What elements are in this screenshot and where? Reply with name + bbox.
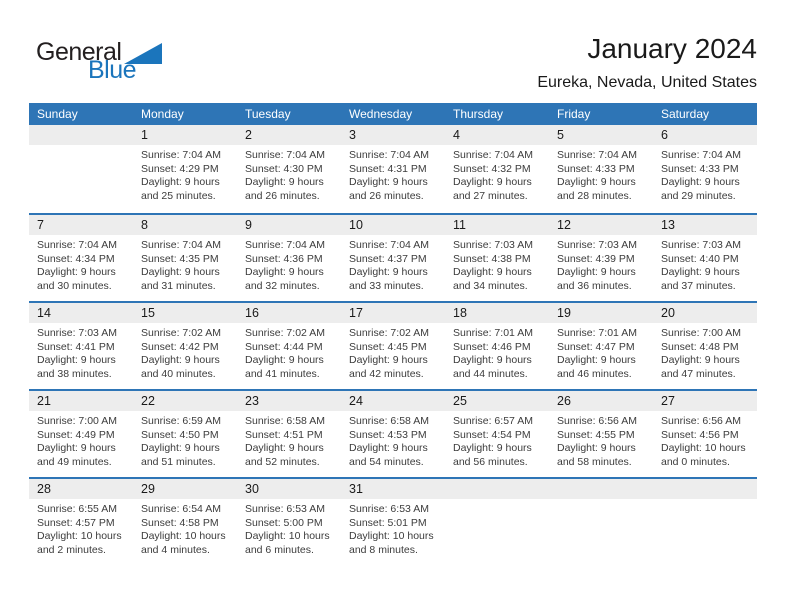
day-details [237,499,341,557]
day-detail-line: Sunrise: 7:03 AM [557,239,637,251]
day-cell-empty [445,479,549,565]
page-title: January 2024 [587,33,757,64]
day-header-sunday: Sunday [37,107,78,121]
day-details [237,411,341,469]
day-cell-4 [445,125,549,213]
day-detail-line: Sunset: 4:46 PM [453,340,531,353]
day-detail-line: Daylight: 10 hours [141,530,226,543]
day-cell-19 [549,303,653,389]
day-detail-line: Daylight: 9 hours [245,442,324,455]
day-detail-line: and 46 minutes. [557,367,632,380]
day-detail-line: Sunset: 4:38 PM [453,252,531,265]
day-detail-line: Sunrise: 7:04 AM [557,149,637,161]
day-detail-line: and 4 minutes. [141,543,210,556]
day-cell-31 [341,479,445,565]
day-details [653,145,757,203]
day-detail-line: and 51 minutes. [141,455,216,468]
day-number: 4 [445,125,549,145]
day-number [653,479,757,499]
day-header-saturday: Saturday [661,107,710,121]
day-details [445,499,549,503]
day-cell-25 [445,391,549,477]
day-cell-empty [653,479,757,565]
day-detail-line: and 32 minutes. [245,279,320,292]
calendar-weeks [29,125,757,565]
day-detail-line: Sunset: 4:33 PM [557,162,635,175]
day-detail-line: Daylight: 9 hours [661,354,740,367]
day-detail-line: Sunset: 4:49 PM [37,428,115,441]
day-details [29,235,133,293]
day-details [133,323,237,381]
day-cell-18 [445,303,549,389]
day-detail-line: Sunrise: 7:00 AM [37,415,117,427]
day-cell-27 [653,391,757,477]
day-detail-line: Sunrise: 6:54 AM [141,503,221,515]
day-detail-line: Sunset: 4:58 PM [141,516,219,529]
day-number: 18 [445,303,549,323]
day-details [133,411,237,469]
day-detail-line: and 38 minutes. [37,367,112,380]
day-detail-line: Sunset: 4:51 PM [245,428,323,441]
day-number: 29 [133,479,237,499]
week-row [29,389,757,477]
day-details [29,323,133,381]
day-detail-line: and 25 minutes. [141,189,216,202]
day-cell-5 [549,125,653,213]
day-details [133,499,237,557]
day-cell-11 [445,215,549,301]
day-detail-line: Sunrise: 6:55 AM [37,503,117,515]
day-details [445,235,549,293]
day-cell-10 [341,215,445,301]
day-number: 25 [445,391,549,411]
day-details [549,145,653,203]
day-details [549,411,653,469]
day-detail-line: Sunset: 4:50 PM [141,428,219,441]
day-detail-line: Sunrise: 7:04 AM [245,149,325,161]
day-detail-line: Daylight: 9 hours [349,442,428,455]
day-detail-line: Sunrise: 7:02 AM [141,327,221,339]
day-detail-line: Sunset: 4:42 PM [141,340,219,353]
day-detail-line: Sunrise: 7:04 AM [453,149,533,161]
day-details [133,145,237,203]
day-detail-line: and 0 minutes. [661,455,730,468]
day-cell-22 [133,391,237,477]
day-number: 27 [653,391,757,411]
day-detail-line: Sunrise: 7:04 AM [661,149,741,161]
day-detail-line: and 34 minutes. [453,279,528,292]
day-number: 22 [133,391,237,411]
day-cell-21 [29,391,133,477]
day-detail-line: and 44 minutes. [453,367,528,380]
day-number [549,479,653,499]
day-detail-line: Sunrise: 6:53 AM [245,503,325,515]
day-header-monday: Monday [141,107,184,121]
day-detail-line: Sunset: 4:36 PM [245,252,323,265]
day-detail-line: Daylight: 10 hours [37,530,122,543]
day-detail-line: Sunrise: 6:56 AM [557,415,637,427]
day-cell-3 [341,125,445,213]
day-detail-line: Sunset: 4:29 PM [141,162,219,175]
day-details [549,499,653,503]
day-detail-line: and 28 minutes. [557,189,632,202]
day-detail-line: Sunrise: 6:56 AM [661,415,741,427]
day-number [445,479,549,499]
day-number: 2 [237,125,341,145]
day-detail-line: and 36 minutes. [557,279,632,292]
week-row [29,213,757,301]
day-detail-line: Daylight: 9 hours [37,354,116,367]
day-cell-26 [549,391,653,477]
day-details [341,411,445,469]
day-cell-29 [133,479,237,565]
day-number: 31 [341,479,445,499]
day-detail-line: Sunset: 4:57 PM [37,516,115,529]
day-detail-line: and 52 minutes. [245,455,320,468]
day-number: 11 [445,215,549,235]
day-detail-line: Daylight: 9 hours [37,442,116,455]
day-number: 26 [549,391,653,411]
day-detail-line: Sunrise: 7:04 AM [37,239,117,251]
day-detail-line: Daylight: 9 hours [557,442,636,455]
day-detail-line: Sunset: 4:47 PM [557,340,635,353]
day-cell-17 [341,303,445,389]
day-cell-16 [237,303,341,389]
day-detail-line: Daylight: 9 hours [245,176,324,189]
day-detail-line: Sunrise: 6:58 AM [349,415,429,427]
day-detail-line: Sunset: 4:56 PM [661,428,739,441]
day-detail-line: and 26 minutes. [349,189,424,202]
day-detail-line: Sunrise: 7:04 AM [349,239,429,251]
day-number: 7 [29,215,133,235]
day-detail-line: and 56 minutes. [453,455,528,468]
logo-blue-text: Blue [88,56,137,84]
day-detail-line: Daylight: 9 hours [349,176,428,189]
day-detail-line: Sunset: 4:54 PM [453,428,531,441]
day-details [237,235,341,293]
day-details [445,411,549,469]
day-detail-line: Sunset: 4:44 PM [245,340,323,353]
day-detail-line: Sunset: 4:37 PM [349,252,427,265]
day-detail-line: Daylight: 9 hours [453,354,532,367]
day-header-wednesday: Wednesday [349,107,413,121]
day-detail-line: and 40 minutes. [141,367,216,380]
day-detail-line: Daylight: 9 hours [557,176,636,189]
day-detail-line: and 26 minutes. [245,189,320,202]
day-cell-28 [29,479,133,565]
day-cell-8 [133,215,237,301]
day-cell-9 [237,215,341,301]
day-detail-line: and 37 minutes. [661,279,736,292]
day-detail-line: Sunrise: 7:02 AM [349,327,429,339]
day-details [341,499,445,557]
day-header-thursday: Thursday [453,107,504,121]
day-detail-line: Sunrise: 7:04 AM [141,149,221,161]
day-detail-line: Sunrise: 7:04 AM [245,239,325,251]
day-detail-line: Daylight: 9 hours [349,266,428,279]
day-detail-line: Daylight: 9 hours [661,176,740,189]
day-detail-line: Sunrise: 7:01 AM [557,327,637,339]
day-detail-line: Daylight: 9 hours [453,442,532,455]
calendar-header-row [29,103,757,125]
day-detail-line: Sunrise: 6:59 AM [141,415,221,427]
day-details [29,499,133,557]
day-detail-line: Sunset: 4:55 PM [557,428,635,441]
title-block [537,33,757,92]
day-details [549,323,653,381]
day-detail-line: and 41 minutes. [245,367,320,380]
day-cell-6 [653,125,757,213]
day-details [341,235,445,293]
calendar [29,103,757,565]
day-detail-line: Sunset: 4:34 PM [37,252,115,265]
day-detail-line: Daylight: 10 hours [349,530,434,543]
day-cell-14 [29,303,133,389]
general-blue-logo [36,40,162,83]
day-cell-15 [133,303,237,389]
day-header-friday: Friday [557,107,591,121]
week-row [29,477,757,565]
day-detail-line: and 47 minutes. [661,367,736,380]
day-number: 28 [29,479,133,499]
day-cell-7 [29,215,133,301]
day-detail-line: Daylight: 9 hours [453,176,532,189]
day-header-tuesday: Tuesday [245,107,291,121]
day-number: 20 [653,303,757,323]
day-detail-line: and 42 minutes. [349,367,424,380]
week-row [29,301,757,389]
day-cell-2 [237,125,341,213]
day-number [29,125,133,145]
day-detail-line: Sunset: 4:30 PM [245,162,323,175]
day-detail-line: Daylight: 10 hours [661,442,746,455]
day-detail-line: Daylight: 9 hours [557,266,636,279]
day-cell-empty [29,125,133,213]
day-cell-30 [237,479,341,565]
day-number: 16 [237,303,341,323]
day-detail-line: Sunrise: 7:03 AM [661,239,741,251]
day-number: 9 [237,215,341,235]
day-number: 17 [341,303,445,323]
day-detail-line: Daylight: 10 hours [245,530,330,543]
day-details [445,145,549,203]
day-detail-line: and 58 minutes. [557,455,632,468]
day-number: 10 [341,215,445,235]
day-details [29,145,133,149]
day-cell-23 [237,391,341,477]
day-detail-line: Sunrise: 7:04 AM [349,149,429,161]
day-number: 23 [237,391,341,411]
day-detail-line: Sunrise: 7:02 AM [245,327,325,339]
day-number: 1 [133,125,237,145]
day-details [653,235,757,293]
day-details [133,235,237,293]
day-detail-line: Sunrise: 6:58 AM [245,415,325,427]
day-detail-line: Sunset: 4:33 PM [661,162,739,175]
day-cell-20 [653,303,757,389]
day-detail-line: Sunrise: 7:03 AM [37,327,117,339]
day-detail-line: Daylight: 9 hours [141,176,220,189]
day-details [549,235,653,293]
day-detail-line: Daylight: 9 hours [37,266,116,279]
day-number: 8 [133,215,237,235]
day-detail-line: and 33 minutes. [349,279,424,292]
day-number: 19 [549,303,653,323]
day-number: 6 [653,125,757,145]
day-detail-line: Sunset: 5:00 PM [245,516,323,529]
day-detail-line: Daylight: 9 hours [141,442,220,455]
day-detail-line: Sunrise: 7:00 AM [661,327,741,339]
day-detail-line: and 2 minutes. [37,543,106,556]
day-details [29,411,133,469]
day-detail-line: and 54 minutes. [349,455,424,468]
day-detail-line: Sunset: 5:01 PM [349,516,427,529]
day-cell-1 [133,125,237,213]
day-detail-line: and 31 minutes. [141,279,216,292]
day-detail-line: Daylight: 9 hours [141,354,220,367]
day-detail-line: and 49 minutes. [37,455,112,468]
day-detail-line: Daylight: 9 hours [453,266,532,279]
day-details [237,323,341,381]
day-detail-line: Sunset: 4:48 PM [661,340,739,353]
day-details [445,323,549,381]
day-detail-line: Sunrise: 6:53 AM [349,503,429,515]
day-number: 3 [341,125,445,145]
day-details [341,323,445,381]
day-number: 13 [653,215,757,235]
day-detail-line: Sunrise: 7:01 AM [453,327,533,339]
day-detail-line: and 6 minutes. [245,543,314,556]
day-detail-line: Sunset: 4:31 PM [349,162,427,175]
day-detail-line: Daylight: 9 hours [245,266,324,279]
day-details [237,145,341,203]
day-details [341,145,445,203]
day-detail-line: Daylight: 9 hours [661,266,740,279]
day-number: 15 [133,303,237,323]
day-number: 30 [237,479,341,499]
day-detail-line: Daylight: 9 hours [245,354,324,367]
day-number: 14 [29,303,133,323]
day-detail-line: Daylight: 9 hours [349,354,428,367]
day-detail-line: and 27 minutes. [453,189,528,202]
logo-general-text: General [36,38,122,66]
day-cell-empty [549,479,653,565]
day-detail-line: and 8 minutes. [349,543,418,556]
day-number: 24 [341,391,445,411]
day-detail-line: Sunset: 4:35 PM [141,252,219,265]
day-number: 12 [549,215,653,235]
day-detail-line: and 29 minutes. [661,189,736,202]
day-detail-line: Sunset: 4:40 PM [661,252,739,265]
day-detail-line: Sunrise: 6:57 AM [453,415,533,427]
day-number: 5 [549,125,653,145]
day-detail-line: Sunset: 4:32 PM [453,162,531,175]
day-detail-line: Daylight: 9 hours [141,266,220,279]
week-row [29,125,757,213]
day-details [653,411,757,469]
day-detail-line: Sunset: 4:41 PM [37,340,115,353]
day-detail-line: Sunset: 4:39 PM [557,252,635,265]
day-detail-line: Sunset: 4:53 PM [349,428,427,441]
day-number: 21 [29,391,133,411]
day-detail-line: Sunrise: 7:03 AM [453,239,533,251]
day-detail-line: Sunset: 4:45 PM [349,340,427,353]
day-detail-line: Daylight: 9 hours [557,354,636,367]
day-cell-13 [653,215,757,301]
day-cell-12 [549,215,653,301]
day-details [653,499,757,503]
page-subtitle: Eureka, Nevada, United States [537,74,757,91]
day-cell-24 [341,391,445,477]
day-details [653,323,757,381]
day-detail-line: and 30 minutes. [37,279,112,292]
day-detail-line: Sunrise: 7:04 AM [141,239,221,251]
